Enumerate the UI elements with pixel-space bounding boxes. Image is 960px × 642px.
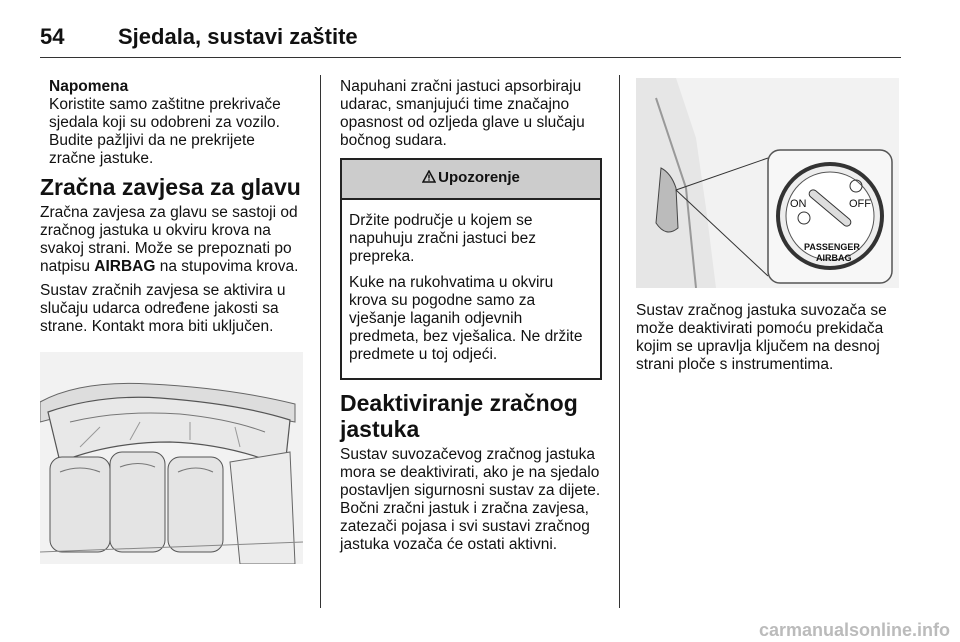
switch-label-airbag: AIRBAG bbox=[816, 253, 852, 263]
column-divider-2 bbox=[619, 75, 620, 608]
switch-on-label: ON bbox=[790, 198, 807, 210]
switch-caption: Sustav zračnog jastuka suvozača se može deaktivirati pomoću prekidača kojim se upravlja ključem na desnoj strani ploče s instrumentima. bbox=[636, 302, 887, 373]
warning-body bbox=[342, 200, 600, 378]
section-heading-deactivation: Deaktiviranje zračnog jastuka bbox=[340, 390, 578, 442]
column-divider-1 bbox=[320, 75, 321, 608]
para-text: Zračna zavjesa za glavu se sastoji od zračnog jastuka u okviru krova na svakoj strani. Može se prepoznati po natpisu bbox=[40, 204, 298, 275]
curtain-airbag-illustration bbox=[40, 352, 303, 564]
head-curtain-paragraph bbox=[40, 204, 305, 276]
warning-paragraph-2: Kuke na rukohvatima u okviru krova su pogodne samo za vješanje laganih odjevnih predmeta, bez vješalica. Ne držite predmete u toj odjeći. bbox=[349, 274, 583, 363]
warning-paragraph-1: Držite područje u kojem se napuhuju zračni jastuci bez prepreka. bbox=[349, 212, 536, 265]
warning-header bbox=[342, 160, 600, 200]
page-number: 54 bbox=[40, 24, 65, 49]
column-right bbox=[636, 78, 898, 380]
column-left bbox=[40, 78, 305, 564]
column-middle bbox=[340, 78, 602, 560]
curtain-activation-paragraph: Sustav zračnih zavjesa se aktivira u slučaju udarca određene jakosti sa strane. Kontakt mora biti uključen. bbox=[40, 282, 286, 335]
note-heading: Napomena bbox=[49, 78, 129, 95]
curtain-benefit-paragraph: Napuhani zračni jastuci apsorbiraju udarac, smanjujući time značajno opasnost od ozljeda glave u slučaju bočnog sudara. bbox=[340, 78, 585, 149]
header-divider bbox=[40, 57, 901, 58]
switch-off-label: OFF bbox=[849, 198, 871, 210]
note-text: Koristite samo zaštitne prekrivače sjedala koji su odobreni za vozilo. Budite pažljivi da ne prekrijete zračne jastuke. bbox=[49, 96, 281, 167]
airbag-label: AIRBAG bbox=[94, 258, 156, 275]
switch-label-passenger: PASSENGER bbox=[804, 242, 860, 252]
page-header bbox=[40, 14, 900, 54]
airbag-switch-illustration bbox=[636, 78, 899, 288]
para-text-end: na stupovima krova. bbox=[155, 258, 299, 275]
section-heading-head-curtain: Zračna zavjesa za glavu bbox=[40, 174, 301, 200]
warning-box bbox=[340, 158, 602, 380]
warning-title: Upozorenje bbox=[438, 169, 520, 186]
warning-triangle-icon bbox=[422, 170, 436, 188]
deactivation-paragraph: Sustav suvozačevog zračnog jastuka mora se deaktivirati, ako je na sjedalo postavljen sigurnosni sustav za dijete. Bočni zračni jastuk i zračna zavjesa, zatezači pojasa i svi sustavi zračnog jastuka vozača će ostati aktivni. bbox=[340, 446, 601, 553]
note-block bbox=[40, 78, 305, 168]
watermark: carmanualsonline.info bbox=[758, 620, 950, 640]
page-title: Sjedala, sustavi zaštite bbox=[118, 24, 358, 49]
